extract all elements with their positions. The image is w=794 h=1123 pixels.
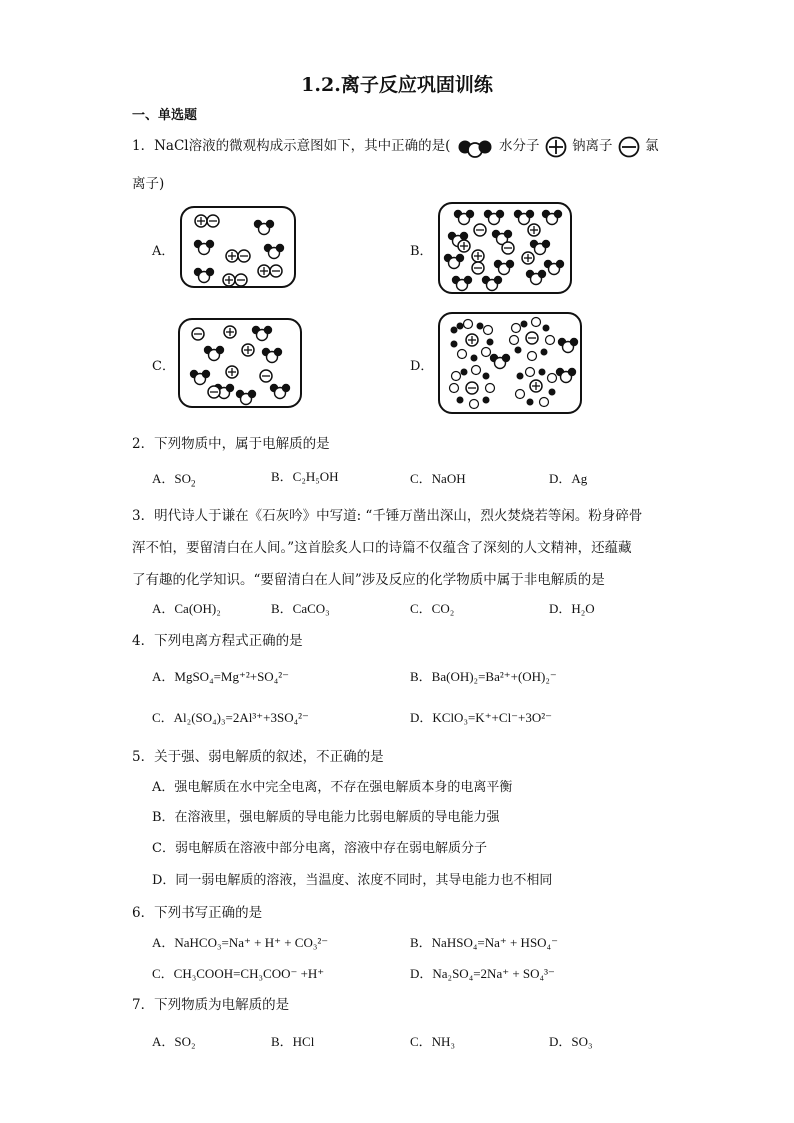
q1-option-d-label[interactable]: D． [410, 359, 434, 374]
q2-option-a[interactable] [152, 468, 196, 487]
q2-option-a-sub: 2 [191, 478, 196, 489]
q6-option-d[interactable]: D．Na₂SO₄=2Na⁺ + SO₄³⁻ [410, 966, 555, 981]
diagram-d-drawing [440, 314, 580, 412]
q3-option-a[interactable]: A．Ca(OH)₂ [152, 601, 221, 616]
diagram-c-drawing [180, 320, 300, 406]
q7-option-c[interactable]: C．NH₃ [410, 1034, 455, 1049]
diagram-c[interactable] [178, 318, 302, 408]
q4-option-b[interactable]: B．Ba(OH)₂=Ba²⁺+(OH)₂⁻ [410, 669, 557, 684]
q5-option-d[interactable]: D．同一弱电解质的溶液，当温度、浓度不同时，其导电能力也不相同 [152, 873, 553, 888]
question-1-text: 1．NaCl溶液的微观构成示意图如下，其中正确的是( [132, 138, 451, 154]
sodium-ion-icon [544, 136, 568, 158]
q1-option-b-label[interactable]: B． [410, 244, 433, 259]
q1-option-c-label[interactable]: C． [152, 359, 175, 374]
q4-option-a[interactable]: A．MgSO₄=Mg⁺²+SO₄²⁻ [152, 669, 289, 684]
q2-option-b[interactable] [271, 466, 339, 485]
question-3-line2: 浑不怕，要留清白在人间。”这首脍炙人口的诗篇不仅蕴含了深刻的人文精神，还蕴藏 [132, 540, 632, 556]
q3-option-d[interactable]: D．H₂O [549, 601, 595, 616]
question-6-text: 6．下列书写正确的是 [132, 905, 263, 921]
legend-na-label: 钠离子 [572, 138, 613, 154]
question-3-line3: 了有趣的化学知识。“要留清白在人间”涉及反应的化学物质中属于非电解质的是 [132, 572, 605, 588]
diagram-a[interactable] [180, 206, 296, 288]
q6-option-c[interactable]: C．CH₃COOH=CH₃COO⁻ +H⁺ [152, 966, 325, 981]
q7-option-d[interactable]: D．SO₃ [549, 1034, 593, 1049]
section-heading: 一、单选题 [132, 108, 198, 123]
q6-option-a[interactable]: A．NaHCO₃=Na⁺ + H⁺ + CO₃²⁻ [152, 935, 329, 950]
question-1-line2: 离子) [132, 176, 165, 192]
q7-option-a[interactable]: A．SO₂ [152, 1034, 196, 1049]
diagram-a-drawing [182, 208, 294, 286]
question-2-text: 2．下列物质中，属于电解质的是 [132, 436, 330, 452]
question-5-text: 5．关于强、弱电解质的叙述，不正确的是 [132, 749, 384, 765]
q2-option-c[interactable]: C．NaOH [410, 471, 466, 486]
question-1-stem [132, 134, 659, 158]
q5-option-a[interactable]: A．强电解质在水中完全电离，不存在强电解质本身的电离平衡 [152, 780, 513, 795]
legend-water-label: 水分子 [498, 138, 540, 154]
q2-option-b-text: B． [271, 469, 293, 484]
q5-option-b[interactable]: B．在溶液里，强电解质的导电能力比弱电解质的导电能力强 [152, 810, 500, 825]
q3-option-b[interactable]: B．CaCO₃ [271, 601, 330, 616]
legend-cl-label: 氯 [645, 138, 659, 154]
question-3-line1: 3．明代诗人于谦在《石灰吟》中写道: “千锤万凿出深山，烈火焚烧若等闲。粉身碎骨 [132, 508, 643, 524]
diagram-b[interactable] [438, 202, 572, 294]
question-7-text: 7．下列物质为电解质的是 [132, 997, 290, 1013]
q3-option-c[interactable]: C．CO₂ [410, 601, 455, 616]
q2-option-d[interactable]: D．Ag [549, 471, 588, 486]
q2-option-b-formula: C₂H₅OH [292, 469, 339, 484]
diagram-d[interactable] [438, 312, 582, 414]
q5-option-c[interactable]: C．弱电解质在溶液中部分电离，溶液中存在弱电解质分子 [152, 841, 487, 856]
q4-option-c[interactable]: C．Al₂(SO₄)₃=2Al³⁺+3SO₄²⁻ [152, 710, 309, 725]
q4-option-d[interactable]: D．KClO₃=K⁺+Cl⁻+3O²⁻ [410, 710, 553, 725]
q6-option-b[interactable]: B．NaHSO₄=Na⁺ + HSO₄⁻ [410, 935, 558, 950]
q1-option-a-label[interactable]: A． [152, 244, 175, 259]
water-molecule-icon [455, 136, 495, 158]
q2-option-a-text: A．SO [152, 471, 192, 486]
question-4-text: 4．下列电离方程式正确的是 [132, 633, 303, 649]
q7-option-b[interactable]: B．HCl [271, 1034, 315, 1049]
chloride-ion-icon [617, 136, 641, 158]
diagram-b-drawing [440, 204, 570, 292]
page-title: 1.2.离子反应巩固训练 [301, 74, 493, 96]
